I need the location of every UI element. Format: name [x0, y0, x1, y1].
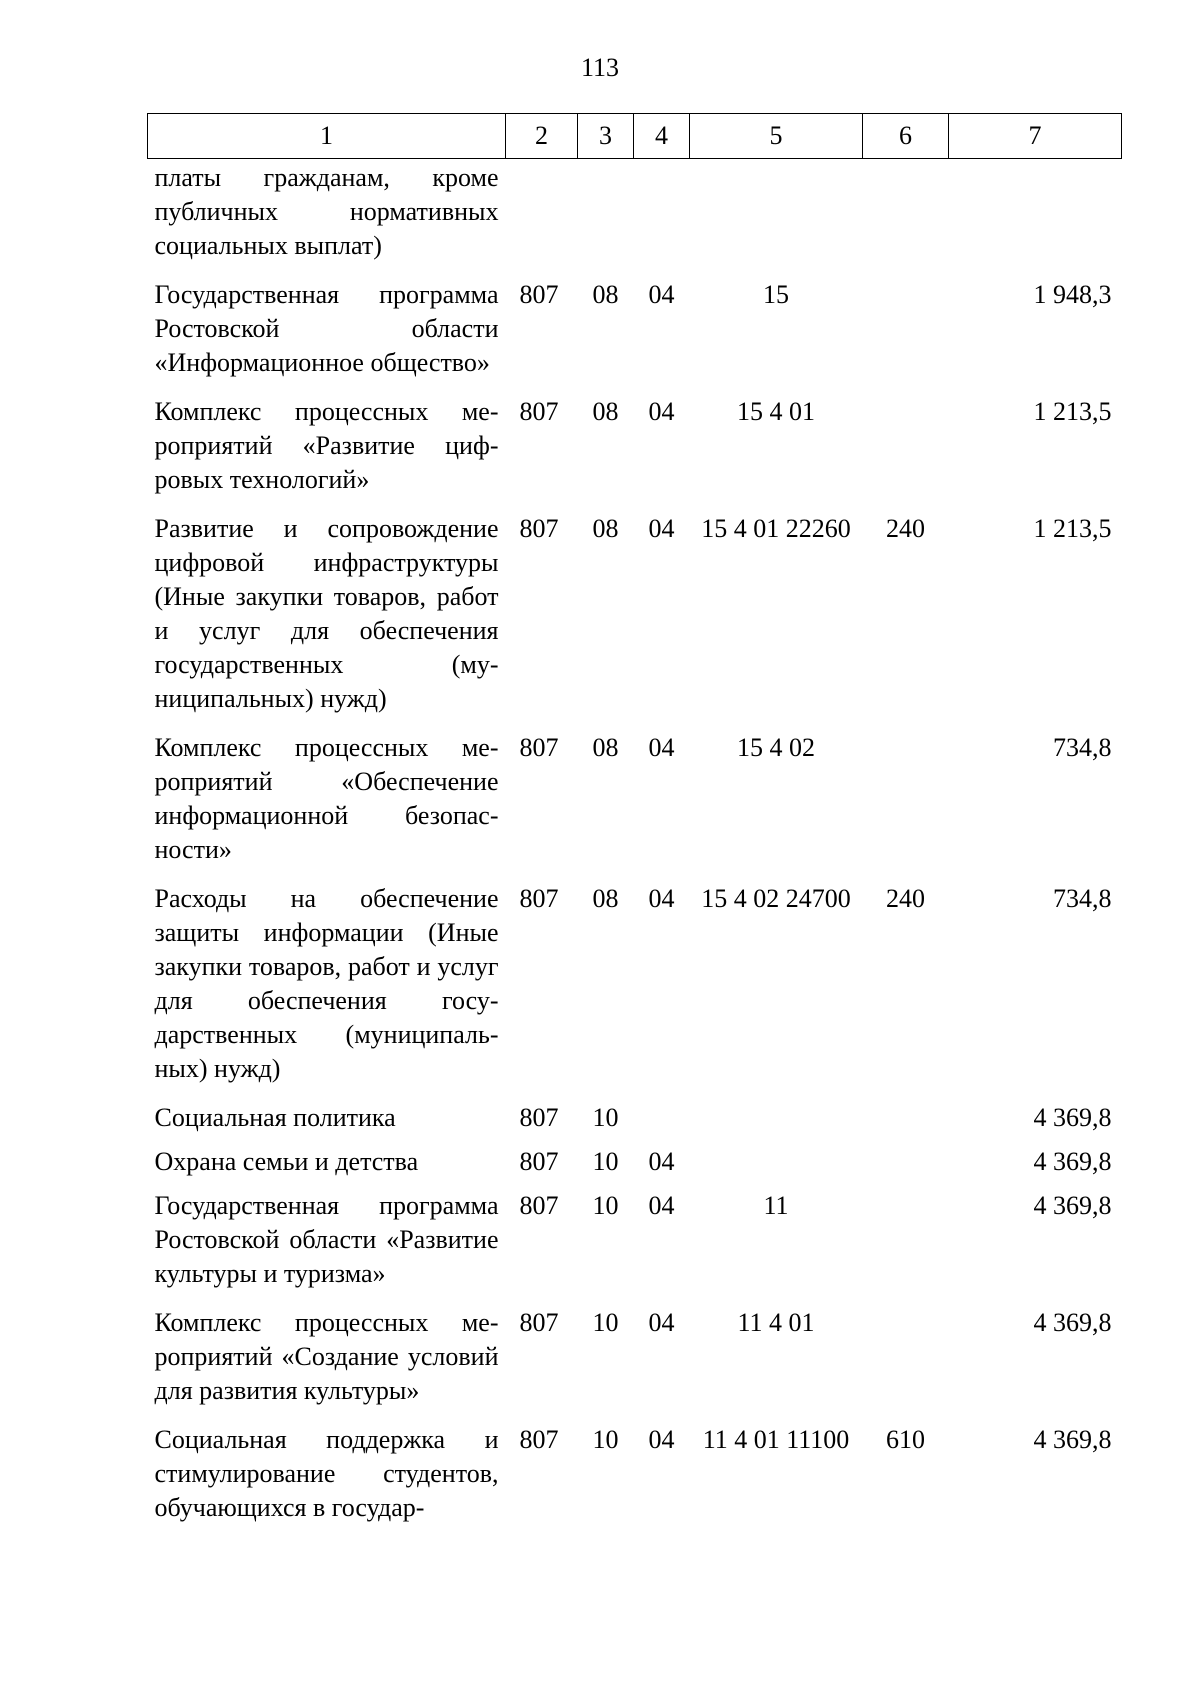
row-amount: 4 369,8 [1033, 1103, 1112, 1132]
row-section: 08 [592, 733, 619, 762]
row-grbs: 807 [519, 1103, 559, 1132]
row-amount [949, 159, 1122, 279]
row-section: 10 [592, 1425, 619, 1454]
row-target-article: 11 4 01 [737, 1308, 815, 1337]
row-name: Государственная программа Ростовской области «Развитие культуры и туризма» [154, 1191, 499, 1288]
row-target-article [690, 1101, 863, 1145]
row-section: 08 [592, 397, 619, 426]
budget-table [147, 113, 1122, 1525]
table-row [148, 1423, 1122, 1525]
row-name: Развитие и сопровождение цифровой инфраструктуры (Иные закупки товаров, работ и услуг для обеспечения государственных (муниципальных) нужд) [154, 514, 499, 713]
column-header-3: 3 [578, 114, 634, 159]
row-subsection: 04 [648, 1425, 675, 1454]
table-row [148, 1145, 1122, 1189]
page-number: 113 [580, 53, 620, 82]
table-row [148, 1189, 1122, 1306]
row-grbs: 807 [519, 397, 559, 426]
table-row [148, 395, 1122, 512]
row-expense-type [863, 159, 949, 279]
row-target-article: 15 4 01 [737, 397, 815, 426]
row-grbs [506, 159, 578, 279]
row-expense-type: 240 [886, 514, 925, 543]
row-grbs: 807 [519, 1147, 559, 1176]
column-header-7: 7 [949, 114, 1122, 159]
row-grbs: 807 [519, 1425, 559, 1454]
row-subsection: 04 [648, 733, 675, 762]
row-target-article [690, 1145, 863, 1189]
row-amount: 1 213,5 [1033, 397, 1112, 426]
row-grbs: 807 [519, 733, 559, 762]
table-row [148, 512, 1122, 731]
row-name: Комплекс процессных мероприятий «Развитие цифровых технологий» [154, 397, 499, 494]
row-section: 10 [592, 1191, 619, 1220]
row-target-article: 11 4 01 11100 [702, 1425, 850, 1454]
table-row [148, 1101, 1122, 1145]
row-grbs: 807 [519, 280, 559, 309]
row-target-article: 15 4 02 [737, 733, 815, 762]
row-section: 10 [592, 1147, 619, 1176]
table-row [148, 731, 1122, 882]
row-amount: 1 948,3 [1033, 280, 1112, 309]
row-subsection: 04 [648, 1191, 675, 1220]
row-amount: 4 369,8 [1033, 1308, 1112, 1337]
row-expense-type: 240 [886, 884, 925, 913]
row-section [578, 159, 634, 279]
row-amount: 734,8 [1053, 733, 1112, 762]
row-name: Комплекс процессных мероприятий «Создание условий для развития культуры» [154, 1308, 499, 1405]
row-name: Охрана семьи и детства [154, 1147, 419, 1176]
row-expense-type [863, 395, 949, 512]
row-amount: 1 213,5 [1033, 514, 1112, 543]
row-expense-type [863, 1306, 949, 1423]
row-section: 10 [592, 1103, 619, 1132]
row-amount: 4 369,8 [1033, 1191, 1112, 1220]
row-section: 08 [592, 280, 619, 309]
row-expense-type [863, 1145, 949, 1189]
row-expense-type [863, 1101, 949, 1145]
row-subsection [634, 159, 690, 279]
row-subsection: 04 [648, 280, 675, 309]
row-expense-type [863, 278, 949, 395]
row-subsection: 04 [648, 884, 675, 913]
row-name: Социальная поддержка и стимулирование студентов, обучающихся в государ- [154, 1425, 499, 1522]
row-name: Расходы на обеспечение защиты информации (Иные закупки товаров, работ и услуг для обеспечения государственных (муниципальных) нужд) [154, 884, 499, 1083]
row-expense-type [863, 1189, 949, 1306]
row-target-article: 11 [763, 1191, 789, 1220]
row-expense-type: 610 [886, 1425, 925, 1454]
row-section: 10 [592, 1308, 619, 1337]
table-row [148, 882, 1122, 1101]
table-row [148, 1306, 1122, 1423]
row-name: Социальная политика [154, 1103, 396, 1132]
row-subsection [634, 1101, 690, 1145]
row-name: Комплекс процессных мероприятий «Обеспечение информационной безопасности» [154, 733, 499, 864]
row-expense-type [863, 731, 949, 882]
table-row [148, 159, 1122, 279]
row-target-article: 15 4 01 22260 [701, 514, 851, 543]
row-section: 08 [592, 514, 619, 543]
row-target-article [690, 159, 863, 279]
column-header-2: 2 [506, 114, 578, 159]
row-name: Государственная программа Ростовской области «Информационное общество» [154, 280, 499, 377]
row-target-article: 15 4 02 24700 [701, 884, 851, 913]
row-subsection: 04 [648, 1308, 675, 1337]
row-grbs: 807 [519, 1308, 559, 1337]
row-section: 08 [592, 884, 619, 913]
column-header-6: 6 [863, 114, 949, 159]
column-header-4: 4 [634, 114, 690, 159]
row-target-article: 15 [763, 280, 789, 309]
row-subsection: 04 [648, 1147, 675, 1176]
column-header-5: 5 [690, 114, 863, 159]
table-row [148, 278, 1122, 395]
column-header-1: 1 [148, 114, 506, 159]
row-grbs: 807 [519, 514, 559, 543]
row-name: платы гражданам, кроме публичных нормативных социальных выплат) [154, 163, 499, 260]
row-amount: 4 369,8 [1033, 1147, 1112, 1176]
row-subsection: 04 [648, 514, 675, 543]
row-grbs: 807 [519, 884, 559, 913]
row-amount: 4 369,8 [1033, 1425, 1112, 1454]
row-grbs: 807 [519, 1191, 559, 1220]
row-amount: 734,8 [1053, 884, 1112, 913]
row-subsection: 04 [648, 397, 675, 426]
table-header-row [148, 114, 1122, 159]
